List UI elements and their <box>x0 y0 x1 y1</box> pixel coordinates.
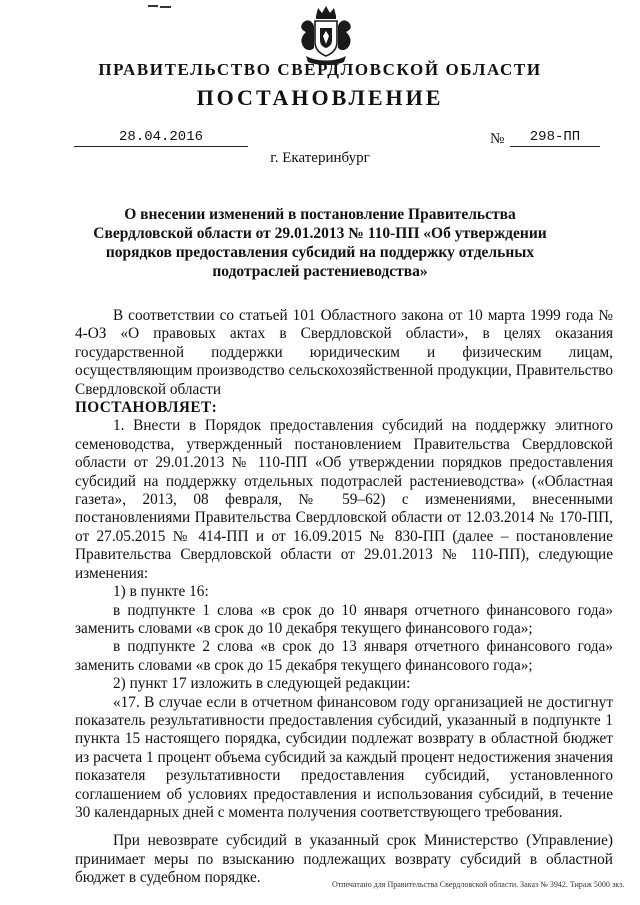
document-number: 298-ПП <box>510 129 600 147</box>
document-body <box>75 307 613 888</box>
government-name: ПРАВИТЕЛЬСТВО СВЕРДЛОВСКОЙ ОБЛАСТИ <box>98 60 542 79</box>
paragraph-1-item-2: 2) пункт 17 изложить в следующей редакции: <box>113 675 411 693</box>
clause-17-second-paragraph: При невозврате субсидий в указанный срок Министерство (Управление) принимает меры по взысканию подлежащих возврату субсидий в областной бюджет в судебном порядке. <box>75 832 613 887</box>
intro-paragraph: В соответствии со статьей 101 Областного закона от 10 марта 1999 года № 4-ОЗ «О правовых актах в Свердловской области», в целях оказания государственной поддержки юридическим и физическим лицам, осуществляющим производство сельскохозяйственной продукции, Правительство Свердловской области <box>75 307 613 398</box>
paragraph-1-item-1: 1) в пункте 16: <box>113 583 209 601</box>
number-sign: № <box>490 131 505 147</box>
coat-of-arms-icon <box>298 4 354 66</box>
document-heading: О внесении изменений в постановление Правительства Свердловской области от 29.01.2013 № 110-ПП «Об утверждении порядков предоставления субсидий на поддержку отдельных подотраслей растениеводства» <box>93 206 547 280</box>
print-footer-note: Отпечатано для Правительства Свердловской области. Заказ № 3942. Тираж 5000 экз. <box>332 880 625 889</box>
paragraph-1-item-1-a: в подпункте 1 слова «в срок до 10 января отчетного финансового года» заменить словами «в срок до 10 декабря текущего финансового года»; <box>75 601 613 637</box>
document-date: 28.04.2016 <box>74 129 248 147</box>
document-type: ПОСТАНОВЛЕНИЕ <box>196 85 444 110</box>
decree-word: ПОСТАНОВЛЯЕТ: <box>75 399 218 417</box>
document-city: г. Екатеринбург <box>270 150 370 166</box>
paragraph-1: 1. Внести в Порядок предоставления субсидий на поддержку элитного семеноводства, утвержденный постановлением Правительства Свердловской области от 29.01.2013 № 110-ПП «Об утверждении порядков предоставления субсидий на поддержку отдельных подотраслей растениеводства» («Областная газета», 2013, 08 февраля, № 59–62) с изменениями, внесенными постановлениями Правительства Свердловской области от 12.03.2014 № 170-ПП, от 27.05.2015 № 414-ПП и от 16.09.2015 № 830-ПП (далее – постановление Правительства Свердловской области от 29.01.2013 № 110-ПП), следующие изменения: <box>75 417 613 582</box>
clause-17: «17. В случае если в отчетном финансовом году организацией не достигнут показатель результативности предоставления субсидий, указанный в подпункте 1 пункта 15 настоящего порядка, субсидии подлежат возврату в областной бюджет из расчета 1 процент объема субсидий за каждый процент недостижения значения показателя результативности предоставления субсидий, установленного соглашением об условиях предоставления и использования субсидий, в течение 30 календарных дней с момента получения соответствующего требования. <box>75 693 613 821</box>
scan-artifact-mark <box>148 4 172 10</box>
paragraph-1-item-1-b: в подпункте 2 слова «в срок до 13 января отчетного финансового года» заменить словами «в срок до 15 декабря текущего финансового года»; <box>75 638 613 674</box>
